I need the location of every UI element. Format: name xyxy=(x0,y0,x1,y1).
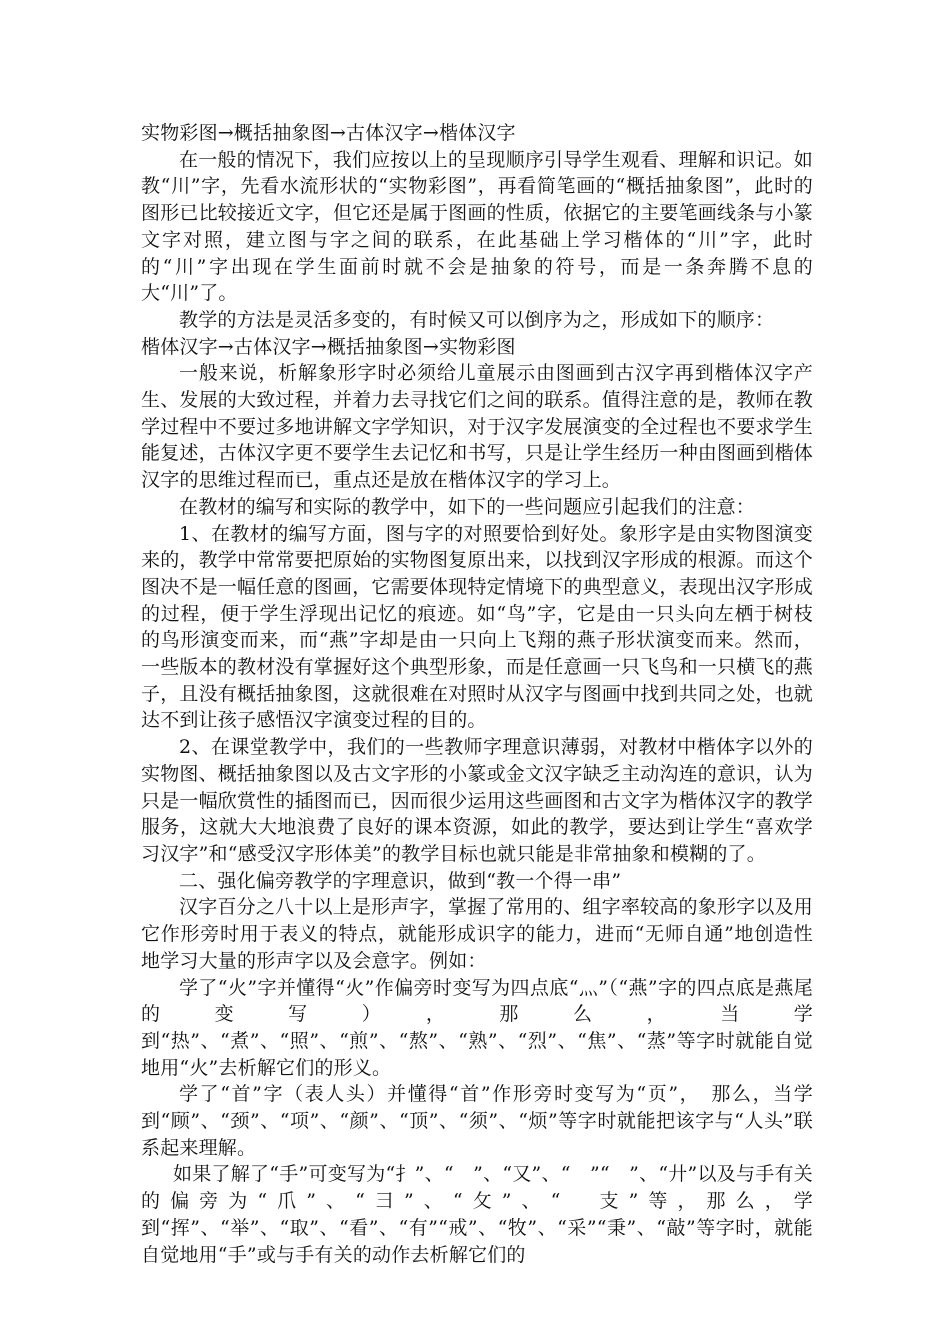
paragraph-fire-radical: 学了“火”字并懂得“火”作偏旁时变写为四点底“灬”（“燕”字的四点底是燕尾的变写），那么，当学到“热”、“煮”、“照”、“煎”、“熬”、“熟”、“烈”、“焦”、“蒸”等字时就能自觉地用“火”去析解它们的形义。 xyxy=(141,976,813,1079)
section-heading-2: 二、强化偏旁教学的字理意识，做到“教一个得一串” xyxy=(179,869,622,892)
paragraph-phono-semantic: 汉字百分之八十以上是形声字，掌握了常用的、组字率较高的象形字以及用它作形旁时用于表义的特点，就能形成识字的能力，进而“无师自通”地创造性地学习大量的形声字以及会意字。例如： xyxy=(141,896,813,972)
paragraph-point-1: 1、在教材的编写方面，图与字的对照要恰到好处。象形字是由实物图演变来的，教学中常常要把原始的实物图复原出来，以找到汉字形成的根源。而这个图决不是一幅任意的图画，它需要体现特定情境下的典型意义，表现出汉字形成的过程，便于学生浮现出记忆的痕迹。如“鸟”字，它是由一只头向左栖于树枝的鸟形演变而来，而“燕”字却是由一只向上飞翔的燕子形状演变而来。然而，一些版本的教材没有掌握好这个典型形象，而是任意画一只飞鸟和一只横飞的燕子，且没有概括抽象图，这就很难在对照时从汉字与图画中找到共同之处，也就达不到让孩子感悟汉字演变过程的目的。 xyxy=(141,522,814,732)
sequence-reverse: 楷体汉字→古体汉字→概括抽象图→实物彩图 xyxy=(141,335,516,358)
sequence-forward: 实物彩图→概括抽象图→古体汉字→楷体汉字 xyxy=(141,122,516,144)
paragraph-chuan-example: 在一般的情况下，我们应按以上的呈现顺序引导学生观看、理解和识记。如教“川”字，先看水流形状的“实物彩图”，再看简笔画的“概括抽象图”，此时的图形已比较接近文字，但它还是属于图画的性质，依据它的主要笔画线条与小篆文字对照，建立图与字之间的联系，在此基础上学习楷体的“川”字，此时的“川”字出现在学生面前时就不会是抽象的符号，而是一条奔腾不息的大“川”了。 xyxy=(141,148,814,305)
paragraph-head-radical: 学了“首”字（表人头）并懂得“首”作形旁时变写为“页”， 那么，当学到“顾”、“颈”、“项”、“颜”、“顶”、“须”、“烦”等字时就能把该字与“人头”联系起来理解。 xyxy=(141,1083,813,1159)
document-body xyxy=(141,120,813,1268)
paragraph-attention-intro: 在教材的编写和实际的教学中，如下的一些问题应引起我们的注意： xyxy=(179,495,756,518)
paragraph-point-2: 2、在课堂教学中，我们的一些教师字理意识薄弱，对教材中楷体字以外的实物图、概括抽象图以及古文字形的小篆或金文汉字缺乏主动沟连的意识，认为只是一幅欣赏性的插图而已，因而很少运用这些画图和古文字为楷体汉字的教学服务，这就大大地浪费了良好的课本资源，如此的教学，要达到让学生“喜欢学习汉字”和“感受汉字形体美”的教学目标也就只能是非常抽象和模糊的了。 xyxy=(141,736,814,865)
paragraph-general-method: 一般来说，析解象形字时必须给儿童展示由图画到古汉字再到楷体汉字产生、发展的大致过程，并着力去寻找它们之间的联系。值得注意的是，教师在教学过程中不要过多地讲解文字学知识，对于汉字发展演变的全过程也不要求学生能复述，古体汉字更不要学生去记忆和书写，只是让学生经历一种由图画到楷体汉字的思维过程而已，重点还是放在楷体汉字的学习上。 xyxy=(141,362,814,492)
paragraph-reverse-order: 教学的方法是灵活多变的，有时候又可以倒序为之，形成如下的顺序： xyxy=(179,308,775,331)
paragraph-hand-radical: 如果了解了“手”可变写为“扌”、“ ”、“又”、“ ”“ ”、“廾”以及与手有关的偏旁为“爪”、“彐”、“攵”、“ 支”等，那么，学到“挥”、“举”、“取”、“看”、“有”“戒”、“牧”、“采”“秉”、“敲”等字时，就能自觉地用“手”或与手有关的动作去析解它们的 xyxy=(141,1163,813,1266)
